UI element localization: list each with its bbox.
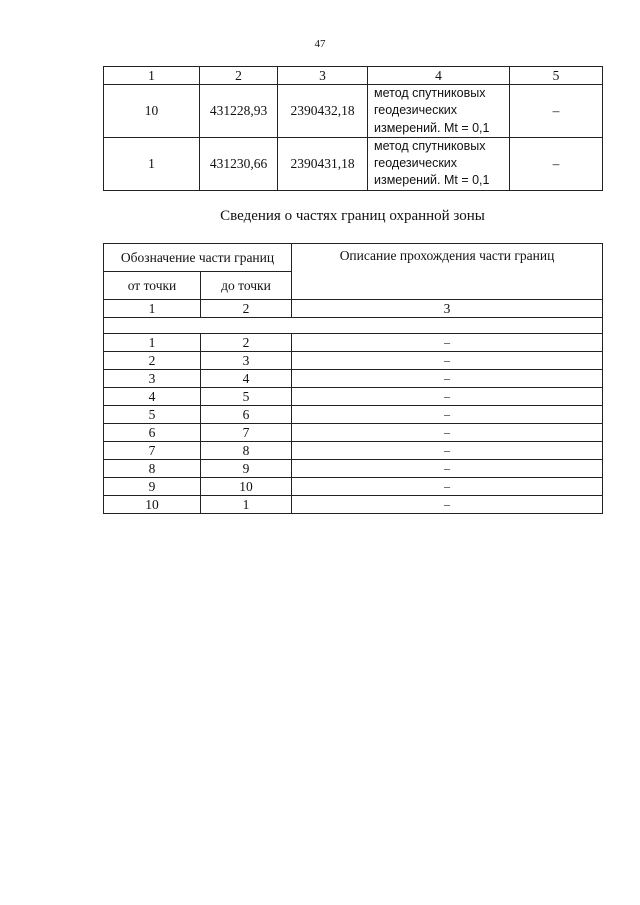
- table-row: [104, 352, 603, 370]
- table-row: [104, 370, 603, 388]
- column-number: 2: [201, 300, 292, 318]
- table-row: [104, 334, 603, 352]
- from-point-cell: 7: [104, 442, 201, 460]
- description-cell: –: [292, 460, 603, 478]
- description-cell: –: [292, 478, 603, 496]
- description-cell: –: [292, 442, 603, 460]
- method-line: геодезических: [374, 103, 458, 118]
- designation-header: Обозначение части границ: [104, 244, 292, 272]
- table-row: [104, 478, 603, 496]
- method-line: метод спутниковых: [374, 138, 486, 153]
- from-point-cell: 3: [104, 370, 201, 388]
- boundary-parts-table: [103, 243, 603, 514]
- table-row: [104, 496, 603, 514]
- table-header-row: [104, 67, 603, 85]
- table-row: [104, 442, 603, 460]
- description-cell: –: [292, 334, 603, 352]
- x-coordinate-cell: 431228,93: [200, 85, 278, 138]
- table-row: [104, 85, 603, 138]
- method-line: метод спутниковых: [374, 86, 486, 100]
- point-number-cell: 10: [104, 85, 200, 138]
- note-cell: –: [510, 137, 603, 190]
- description-cell: –: [292, 406, 603, 424]
- description-cell: –: [292, 388, 603, 406]
- description-cell: –: [292, 370, 603, 388]
- coordinates-table: [103, 66, 603, 191]
- page-number: 47: [314, 38, 326, 50]
- empty-row: [104, 318, 603, 334]
- description-cell: –: [292, 496, 603, 514]
- method-cell: [368, 85, 510, 138]
- column-number: 1: [104, 300, 201, 318]
- from-point-cell: 6: [104, 424, 201, 442]
- x-coordinate-cell: 431230,66: [200, 137, 278, 190]
- table-row: [104, 137, 603, 190]
- from-point-cell: 8: [104, 460, 201, 478]
- from-point-header: от точки: [104, 272, 201, 300]
- method-line: измерений. Mt = 0,1: [374, 120, 490, 135]
- column-number: 3: [292, 300, 603, 318]
- from-point-cell: 4: [104, 388, 201, 406]
- y-coordinate-cell: 2390431,18: [278, 137, 368, 190]
- to-point-cell: 5: [201, 388, 292, 406]
- to-point-header: до точки: [201, 272, 292, 300]
- description-header: Описание прохождения части границ: [292, 244, 603, 300]
- table-row: [104, 460, 603, 478]
- to-point-cell: 3: [201, 352, 292, 370]
- method-line: геодезических: [374, 156, 458, 170]
- to-point-cell: 8: [201, 442, 292, 460]
- description-cell: –: [292, 424, 603, 442]
- from-point-cell: 10: [104, 496, 201, 514]
- table-header-row: [104, 244, 603, 272]
- point-number-cell: 1: [104, 137, 200, 190]
- method-cell: [368, 137, 510, 190]
- note-cell: –: [510, 85, 603, 138]
- table-row: [104, 424, 603, 442]
- column-number: 3: [278, 67, 368, 85]
- column-numbers-row: [104, 300, 603, 318]
- to-point-cell: 10: [201, 478, 292, 496]
- table-row: [104, 388, 603, 406]
- to-point-cell: 7: [201, 424, 292, 442]
- to-point-cell: 4: [201, 370, 292, 388]
- from-point-cell: 2: [104, 352, 201, 370]
- column-number: 4: [368, 67, 510, 85]
- empty-cell: [104, 318, 603, 334]
- to-point-cell: 6: [201, 406, 292, 424]
- column-number: 2: [200, 67, 278, 85]
- to-point-cell: 9: [201, 460, 292, 478]
- to-point-cell: 2: [201, 334, 292, 352]
- y-coordinate-cell: 2390432,18: [278, 85, 368, 138]
- to-point-cell: 1: [201, 496, 292, 514]
- from-point-cell: 1: [104, 334, 201, 352]
- from-point-cell: 9: [104, 478, 201, 496]
- column-number: 5: [510, 67, 603, 85]
- table-row: [104, 406, 603, 424]
- section-title: Сведения о частях границ охранной зоны: [220, 208, 485, 224]
- method-line: измерений. Mt = 0,1: [374, 173, 490, 188]
- description-cell: –: [292, 352, 603, 370]
- column-number: 1: [104, 67, 200, 85]
- from-point-cell: 5: [104, 406, 201, 424]
